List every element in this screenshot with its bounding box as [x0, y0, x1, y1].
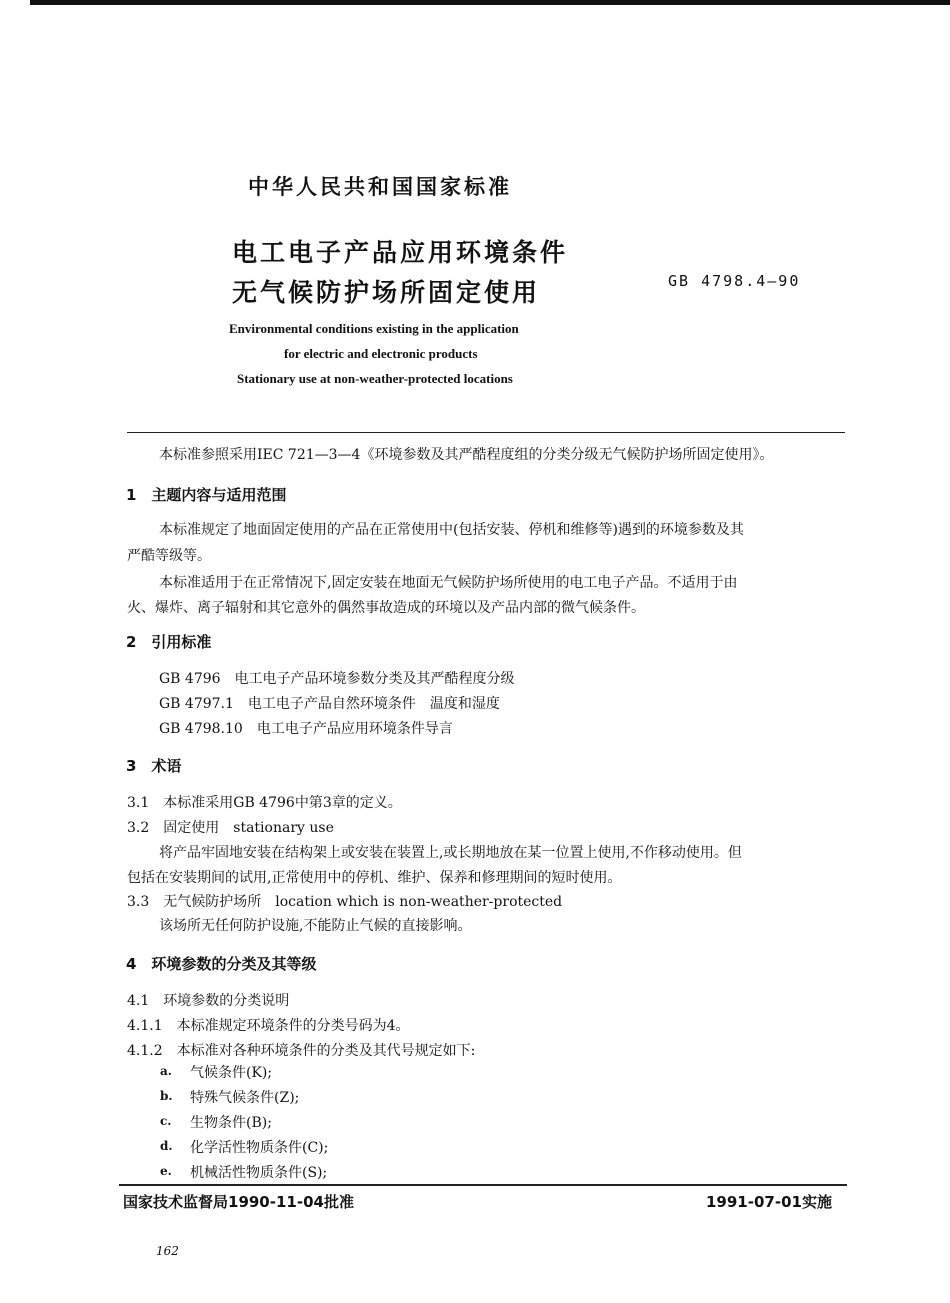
section-3-heading: 3 术语: [126, 757, 182, 775]
footer-divider: [119, 1184, 847, 1186]
list-item-letter: b.: [160, 1089, 173, 1103]
clause-3-2-line-2: 包括在安装期间的试用,正常使用中的停机、维护、保养和修理期间的短时使用。: [127, 870, 622, 886]
header-divider: [127, 432, 845, 433]
clause-3-2-line-1: 将产品牢固地安装在结构架上或安装在装置上,或长期地放在某一位置上使用,不作移动使用。但: [159, 845, 742, 861]
section-2-heading: 2 引用标准: [126, 633, 212, 651]
national-standard-label: 中华人民共和国国家标准: [248, 175, 512, 199]
list-item-letter: c.: [160, 1114, 172, 1128]
reference-item: GB 4798.10 电工电子产品应用环境条件导言: [159, 721, 453, 737]
list-item-text: 特殊气候条件(Z);: [190, 1090, 300, 1106]
english-title-line-1: Environmental conditions existing in the application: [229, 321, 519, 336]
effective-date: 1991-07-01实施: [706, 1193, 832, 1211]
english-title-line-2: for electric and electronic products: [284, 346, 478, 361]
list-item-text: 生物条件(B);: [190, 1115, 272, 1131]
intro-paragraph: 本标准参照采用IEC 721—3—4《环境参数及其严酷程度组的分类分级无气候防护场所固定使用》。: [159, 447, 774, 463]
clause-4-1-1: 4.1.1 本标准规定环境条件的分类号码为4。: [127, 1018, 410, 1034]
english-title-line-3: Stationary use at non-weather-protected locations: [237, 371, 513, 386]
clause-4-1-2: 4.1.2 本标准对各种环境条件的分类及其代号规定如下:: [127, 1043, 476, 1059]
standard-code: GB 4798.4—90: [668, 272, 801, 290]
section-1-paragraph-2-line-2: 火、爆炸、离子辐射和其它意外的偶然事故造成的环境以及产品内部的微气候条件。: [127, 600, 645, 616]
section-1-paragraph-1-line-1: 本标准规定了地面固定使用的产品在正常使用中(包括安装、停机和维修等)遇到的环境参数及其: [159, 522, 744, 538]
list-item-text: 化学活性物质条件(C);: [190, 1140, 329, 1156]
section-1-heading: 1 主题内容与适用范围: [126, 486, 287, 504]
section-4-heading: 4 环境参数的分类及其等级: [126, 955, 317, 973]
top-border-rule: [30, 0, 950, 5]
clause-4-1: 4.1 环境参数的分类说明: [127, 993, 290, 1009]
list-item-text: 气候条件(K);: [190, 1065, 273, 1081]
approval-date: 国家技术监督局1990-11-04批准: [123, 1193, 354, 1211]
clause-3-1: 3.1 本标准采用GB 4796中第3章的定义。: [127, 795, 402, 811]
section-1-paragraph-1-line-2: 严酷等级等。: [127, 548, 211, 564]
section-1-paragraph-2-line-1: 本标准适用于在正常情况下,固定安装在地面无气候防护场所使用的电工电子产品。不适用于由: [159, 575, 738, 591]
reference-item: GB 4796 电工电子产品环境参数分类及其严酷程度分级: [159, 671, 515, 687]
clause-3-3-line-1: 该场所无任何防护设施,不能防止气候的直接影响。: [159, 918, 472, 934]
clause-3-2-title: 3.2 固定使用 stationary use: [127, 820, 334, 836]
clause-3-3-title: 3.3 无气候防护场所 location which is non-weather-protected: [127, 894, 563, 910]
list-item-letter: a.: [160, 1064, 172, 1078]
list-item-text: 机械活性物质条件(S);: [190, 1165, 328, 1181]
reference-item: GB 4797.1 电工电子产品自然环境条件 温度和湿度: [159, 696, 500, 712]
list-item-letter: d.: [160, 1139, 173, 1153]
list-item-letter: e.: [160, 1164, 172, 1178]
page-number: 162: [156, 1244, 179, 1258]
title-line-1: 电工电子产品应用环境条件: [232, 238, 569, 267]
title-line-2: 无气候防护场所固定使用: [232, 278, 541, 307]
